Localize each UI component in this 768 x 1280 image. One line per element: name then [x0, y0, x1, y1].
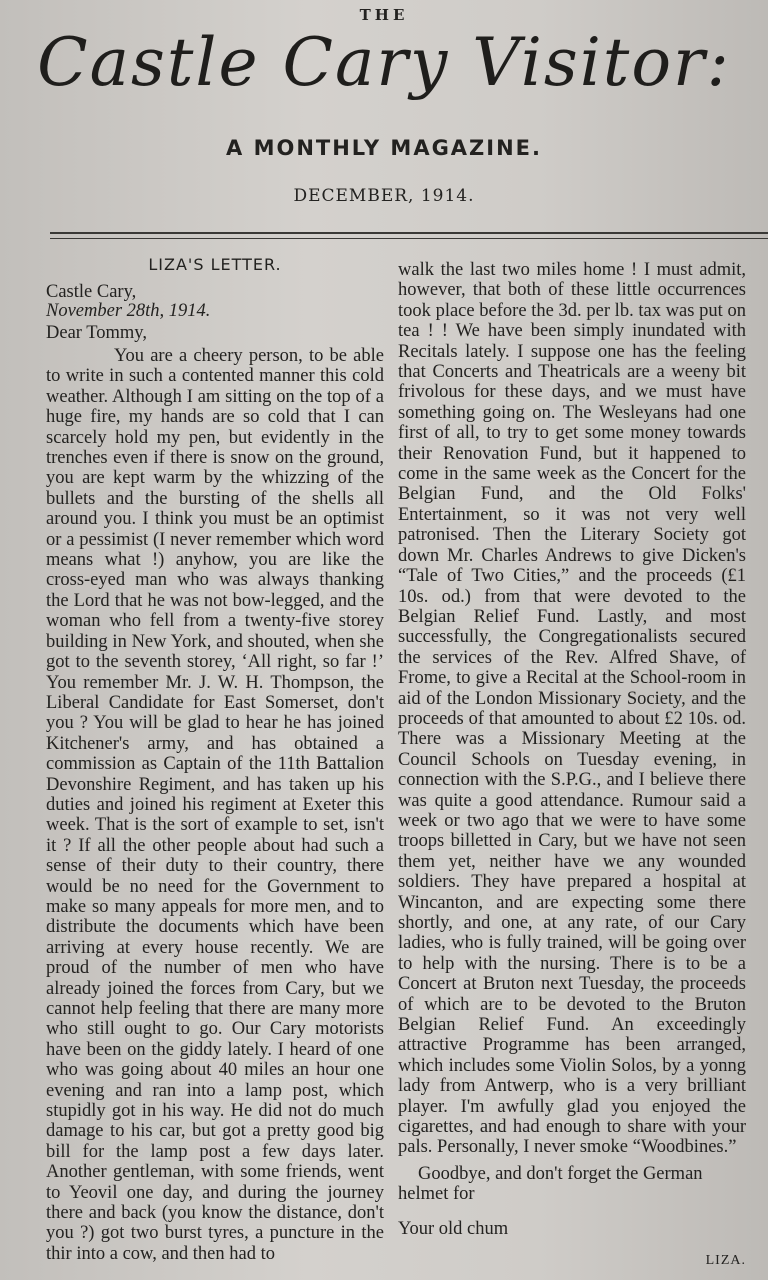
masthead-title: Castle Cary Visitor:: [37, 24, 731, 101]
letter-salutation: Dear Tommy,: [46, 323, 147, 343]
masthead-the: THE: [359, 6, 409, 24]
letter-signature: LIZA.: [705, 1253, 746, 1269]
article-heading: LIZA'S LETTER.: [148, 255, 282, 274]
letter-date: November 28th, 1914.: [46, 301, 211, 321]
letter-body-right: walk the last two miles home ! I must admit, however, that both of these little occurrences took place before the 3d. per lb. tax was put on tea ! ! We have been simply inundated with Recitals lately. I suppose one has the feeling that Concerts and Theatricals are a weeny bit frivolous for these days, and we must have something going on. The Wesleyans had one first of all, to try to get some money towards their Renovation Fund, but it happened to come in the same week as the Concert for the Belgian Fund, and the Old Folks' Entertainment, so it was not very well patronised. Then the Literary Society got down Mr. Charles Andrews to give Dicken's “Tale of Two Cities,” and the proceeds (£1 10s. od.) from that were devoted to the Belgian Relief Fund. Lastly, and most successfully, the Congregationalists secured the services of the Rev. Alfred Shave, of Frome, to give a Recital at the School-room in aid of the London Missionary Society, and the proceeds of that amounted to about £2 10s. od. There was a Missionary Meeting at the Council Schools on Tuesday evening, in connection with the S.P.G., and I believe there was quite a good attendance. Rumour said a week or two ago that we were to have some troops billetted in Cary, but we have not seen them yet, neither have we any wounded soldiers. They have prepared a hospital at Wincanton, and are expecting some there shortly, and one, at any rate, of our Cary ladies, who is fully trained, will be going over to help with the nursing. There is to be a Concert at Bruton next Tuesday, the proceeds of which are to be devoted to the Bruton Belgian Relief Fund. An exceedingly attractive Programme has been arranged, which includes some Violin Solos, by a yonng lady from Antwerp, who is a very brilliant player. I'm awfully glad you enjoyed the cigarettes, and had enough to share with your pals. Personally, I never smoke “Woodbines.”: [398, 260, 746, 1158]
letter-signoff: Your old chum: [398, 1218, 509, 1239]
letter-place: Castle Cary,: [46, 282, 137, 302]
letter-closing: Goodbye, and don't forget the German helmet for: [398, 1163, 703, 1205]
right-column: [398, 260, 746, 1272]
masthead-subtitle: A MONTHLY MAGAZINE.: [226, 136, 542, 160]
issue-date: DECEMBER, 1914.: [293, 186, 475, 206]
letter-body-left-text: You are a cheery person, to be able to write in such a contented manner this cold weather. Although I am sitting on the top of a huge fire, my hands are so cold that I can scarcely hold my pen, but evidently in the trenches even if there is snow on the ground, you are kept warm by the whizzing of the bullets and the bursting of the shells all around you. I think you must be an optimist or a pessimist (I never remember which word means what !) anyhow, you are like the cross-eyed man who was always thanking the Lord that he was not bow-legged, and the woman who fell from a twenty-five storey building in New York, and shouted, when she got to the seventh storey, ‘All right, so far !’ You remember Mr. J. W. H. Thompson, the Liberal Candidate for East Somerset, don't you ? You will be glad to hear he has joined Kitchener's army, and has obtained a commission as Captain of the 11th Battalion Devonshire Regiment, and has taken up his duties and joined his regiment at Exeter this week. That is the sort of example to set, isn't it ? If all the other people about had such a sense of their duty to their country, there would be no need for the Government to make so many appeals for more men, and to distribute the documents which have been arriving at every house recently. We are proud of the number of men who have already joined the forces from Cary, but we cannot help feeling that there are many more who still ought to go. Our Cary motorists have been on the giddy lately. I heard of one who was going about 40 miles an hour one evening and ran into a lamp post, which stupidly got in his way. He did not do much damage to his car, but got a pretty good big bill for the lamp post a few days later. Another gentleman, with some friends, went to Yeovil one day, and during the journey there and back (you know the distance, don't you ?) got two burst tyres, a puncture in the thir: [46, 346, 384, 1264]
letter-body-left-tail: into a cow, and then had to: [76, 1243, 275, 1264]
header-rule-thick: [50, 232, 768, 234]
letter-body-left: [46, 346, 384, 1264]
header-rule-thin: [50, 238, 768, 239]
left-column: [46, 246, 384, 1264]
